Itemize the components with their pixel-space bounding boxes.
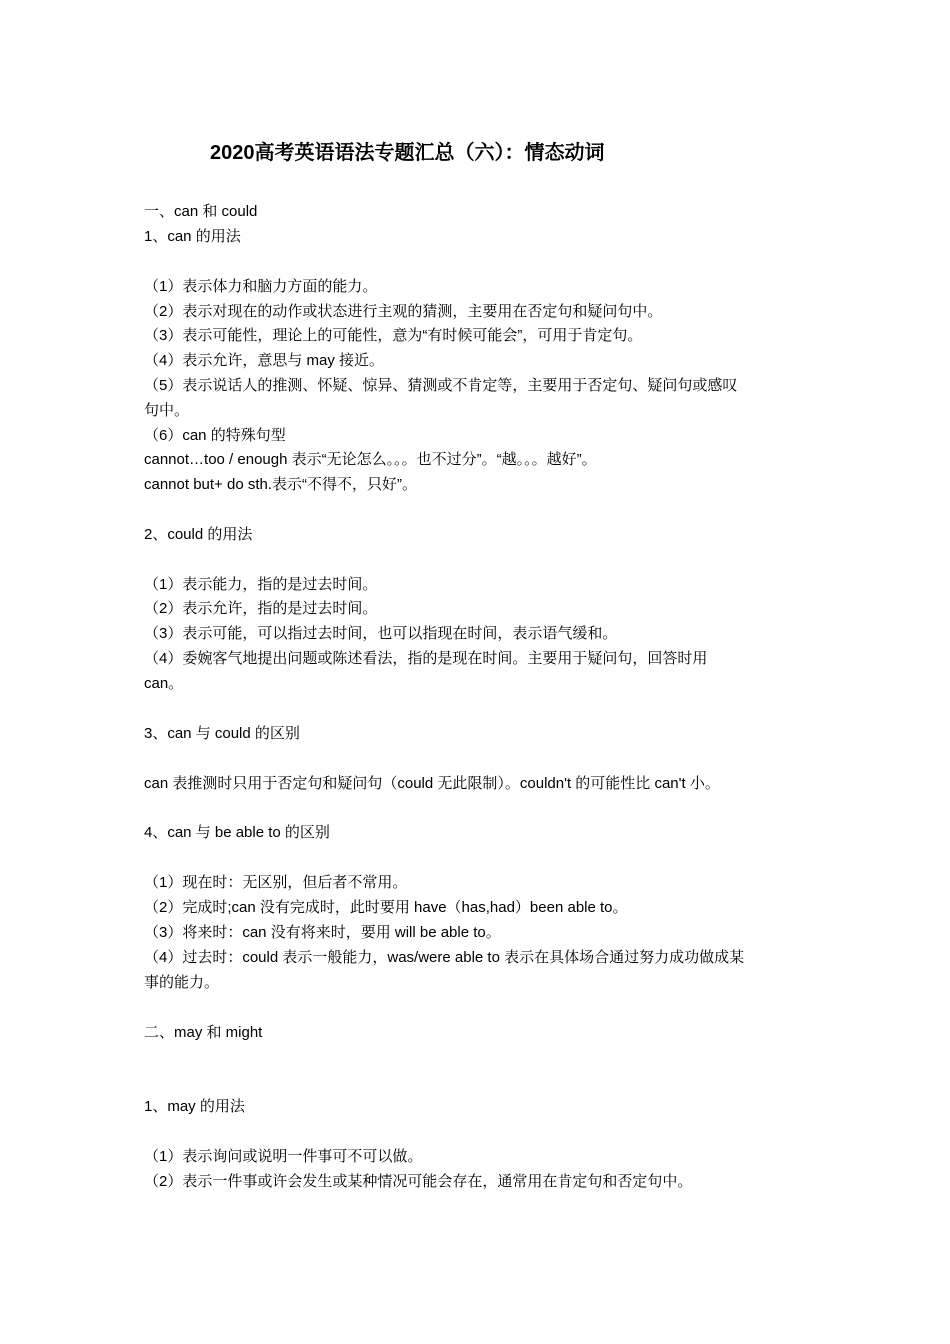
text-line: （2）完成时;can 没有完成时，此时要用 have（has,had）been able to。 xyxy=(144,899,628,916)
subheading-can-usage: 1、can 的用法 xyxy=(144,228,241,245)
subheading-can-could-difference: 3、can 与 could 的区别 xyxy=(144,725,300,742)
subheading-can-be-able-to: 4、can 与 be able to 的区别 xyxy=(144,824,330,841)
text-line: （3）表示可能，可以指过去时间，也可以指现在时间，表示语气缓和。 xyxy=(144,625,618,642)
text-line: cannot but+ do sth.表示“不得不，只好”。 xyxy=(144,476,418,493)
subheading-may-usage: 1、may 的用法 xyxy=(144,1098,245,1115)
text-line: （4）委婉客气地提出问题或陈述看法，指的是现在时间。主要用于疑问句，回答时用 xyxy=(144,650,708,667)
text-line: （2）表示一件事或许会发生或某种情况可能会存在，通常用在肯定句和否定句中。 xyxy=(144,1173,693,1190)
text-line: （1）表示能力，指的是过去时间。 xyxy=(144,576,378,593)
text-line: 事的能力。 xyxy=(144,974,220,991)
text-line: can。 xyxy=(144,675,184,692)
section-heading-may-might: 二、may 和 might xyxy=(144,1024,263,1041)
section-heading-can-could: 一、can 和 could xyxy=(144,203,258,220)
text-line: （2）表示允许，指的是过去时间。 xyxy=(144,600,378,617)
text-line: （1）表示体力和脑力方面的能力。 xyxy=(144,278,378,295)
text-line: （1）现在时：无区别，但后者不常用。 xyxy=(144,874,408,891)
text-line: （3）将来时：can 没有将来时，要用 will be able to。 xyxy=(144,924,501,941)
subheading-could-usage: 2、could 的用法 xyxy=(144,526,253,543)
text-line: 句中。 xyxy=(144,402,190,419)
document-title: 2020高考英语语法专题汇总（六）：情态动词 xyxy=(210,142,605,164)
text-line: cannot…too / enough 表示“无论怎么。。。也不过分”。“越。。。越好”。 xyxy=(144,451,597,468)
text-line: （4）表示允许，意思与 may 接近。 xyxy=(144,352,385,369)
text-line: （1）表示询问或说明一件事可不可以做。 xyxy=(144,1148,423,1165)
text-line: can 表推测时只用于否定句和疑问句（could 无此限制）。couldn't 的可能性比 can't 小。 xyxy=(144,775,720,792)
text-line: （6）can 的特殊句型 xyxy=(144,427,286,444)
text-line: （2）表示对现在的动作或状态进行主观的猜测，主要用在否定句和疑问句中。 xyxy=(144,303,663,320)
text-line: （4）过去时：could 表示一般能力，was/were able to 表示在具体场合通过努力成功做成某 xyxy=(144,949,745,966)
text-line: （5）表示说话人的推测、怀疑、惊异、猜测或不肯定等，主要用于否定句、疑问句或感叹 xyxy=(144,377,738,394)
text-line: （3）表示可能性，理论上的可能性，意为“有时候可能会”，可用于肯定句。 xyxy=(144,327,643,344)
